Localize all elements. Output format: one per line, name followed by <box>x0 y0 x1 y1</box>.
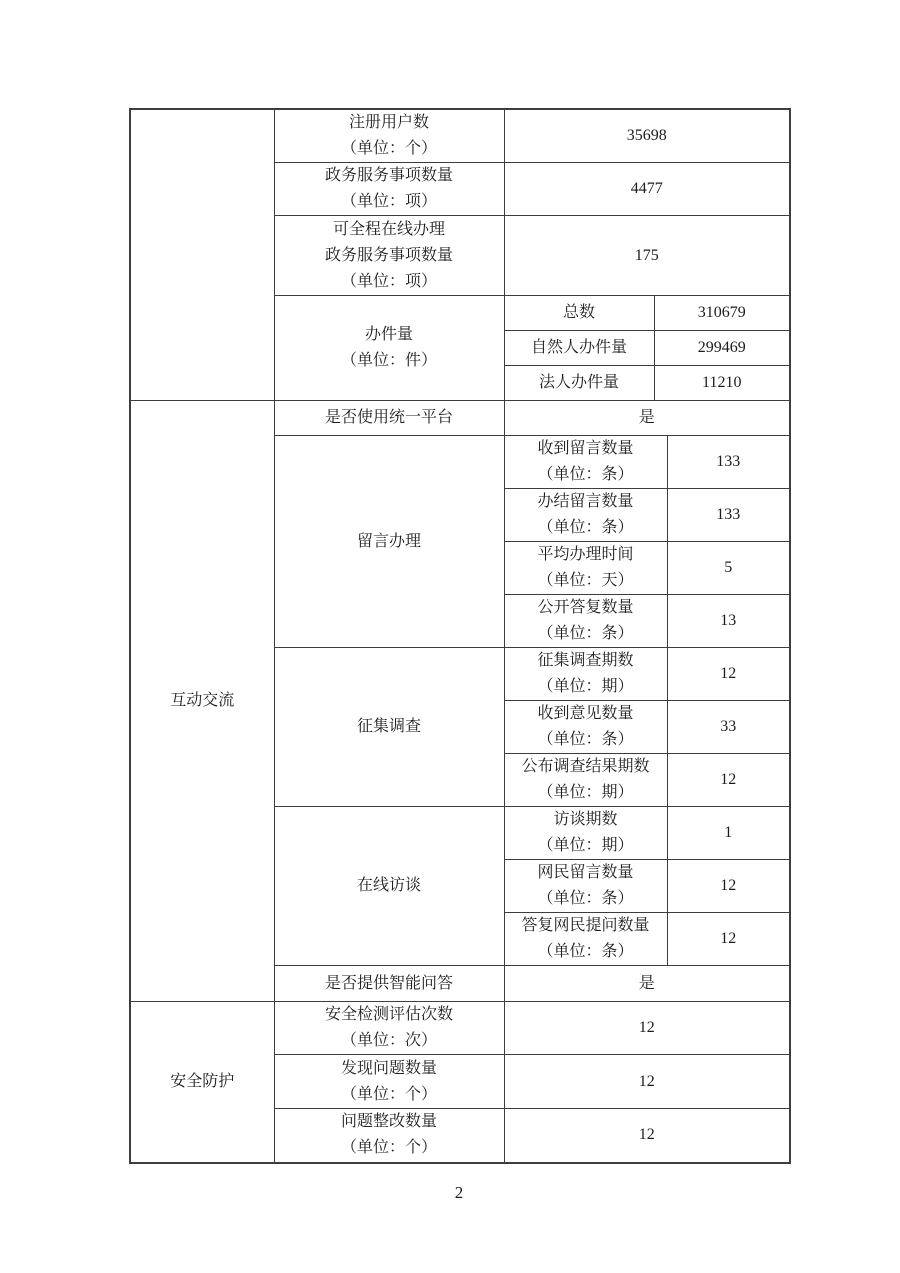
messages-received-label: 收到留言数量 （单位：条） <box>504 436 667 489</box>
problems-fixed-value: 12 <box>504 1109 790 1163</box>
question-replies-label: 答复网民提问数量 （单位：条） <box>504 913 667 966</box>
page-number: 2 <box>454 1183 464 1202</box>
survey-opinions-label: 收到意见数量 （单位：条） <box>504 701 667 754</box>
category-interaction: 互动交流 <box>130 401 274 1002</box>
smart-qa-label: 是否提供智能问答 <box>274 966 504 1002</box>
problems-found-label: 发现问题数量 （单位：个） <box>274 1055 504 1109</box>
public-replies-label: 公开答复数量 （单位：条） <box>504 595 667 648</box>
netizen-messages-value: 12 <box>667 860 790 913</box>
security-checks-label: 安全检测评估次数 （单位：次） <box>274 1002 504 1055</box>
category-security: 安全防护 <box>130 1002 274 1163</box>
security-checks-value: 12 <box>504 1002 790 1055</box>
unified-platform-label: 是否使用统一平台 <box>274 401 504 436</box>
smart-qa-value: 是 <box>504 966 790 1002</box>
cases-label: 办件量 （单位：件） <box>274 296 504 401</box>
top-category-cell-empty <box>130 109 274 401</box>
avg-handling-time-label: 平均办理时间 （单位：天） <box>504 542 667 595</box>
cases-natural-person-label: 自然人办件量 <box>504 331 654 366</box>
messages-completed-value: 133 <box>667 489 790 542</box>
avg-handling-time-value: 5 <box>667 542 790 595</box>
registered-users-value: 35698 <box>504 109 790 163</box>
problems-fixed-label: 问题整改数量 （单位：个） <box>274 1109 504 1163</box>
survey-periods-label: 征集调查期数 （单位：期） <box>504 648 667 701</box>
messages-completed-label: 办结留言数量 （单位：条） <box>504 489 667 542</box>
table-row <box>130 401 790 436</box>
interview-label: 在线访谈 <box>274 807 504 966</box>
interview-periods-label: 访谈期数 （单位：期） <box>504 807 667 860</box>
cases-legal-person-value: 11210 <box>654 366 790 401</box>
problems-found-value: 12 <box>504 1055 790 1109</box>
netizen-messages-label: 网民留言数量 （单位：条） <box>504 860 667 913</box>
survey-label: 征集调查 <box>274 648 504 807</box>
table-row <box>130 1002 790 1055</box>
survey-opinions-value: 33 <box>667 701 790 754</box>
messages-received-value: 133 <box>667 436 790 489</box>
public-replies-value: 13 <box>667 595 790 648</box>
interview-periods-value: 1 <box>667 807 790 860</box>
cases-total-label: 总数 <box>504 296 654 331</box>
full-online-items-value: 175 <box>504 216 790 296</box>
service-items-label: 政务服务事项数量 （单位：项） <box>274 163 504 216</box>
statistics-table <box>129 108 791 1164</box>
survey-results-label: 公布调查结果期数 （单位：期） <box>504 754 667 807</box>
full-online-items-label: 可全程在线办理 政务服务事项数量 （单位：项） <box>274 216 504 296</box>
cases-legal-person-label: 法人办件量 <box>504 366 654 401</box>
cases-natural-person-value: 299469 <box>654 331 790 366</box>
question-replies-value: 12 <box>667 913 790 966</box>
cases-total-value: 310679 <box>654 296 790 331</box>
report-table-sheet <box>129 108 791 1164</box>
message-handling-label: 留言办理 <box>274 436 504 648</box>
unified-platform-value: 是 <box>504 401 790 436</box>
survey-periods-value: 12 <box>667 648 790 701</box>
survey-results-value: 12 <box>667 754 790 807</box>
service-items-value: 4477 <box>504 163 790 216</box>
table-row <box>130 109 790 163</box>
registered-users-label: 注册用户数 （单位：个） <box>274 109 504 163</box>
